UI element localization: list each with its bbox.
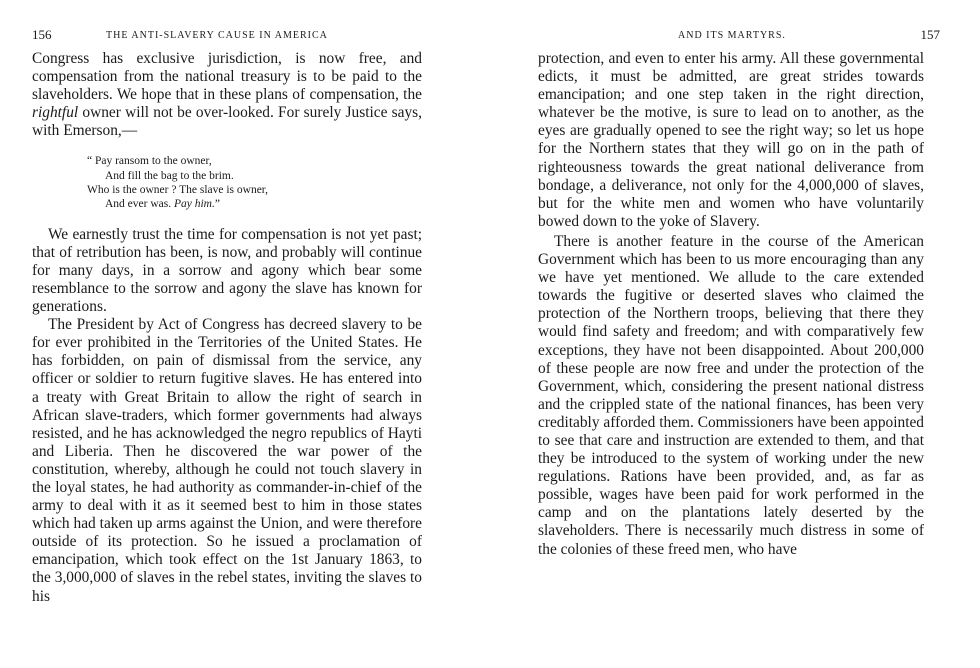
paragraph-text: Congress has exclusive jurisdiction, is now free, and compensation from the national treasury is to be paid to the slaveholders. We hope that in these plans of compensation, the xyxy=(32,50,422,104)
verse-line: And fill the bag to the brim. xyxy=(105,169,234,182)
verse-line: Who is the owner ? The slave is owner, xyxy=(87,184,269,197)
italic-text: rightful xyxy=(32,104,79,122)
right-page-text xyxy=(538,50,924,559)
verse-text: And ever was. xyxy=(105,198,174,211)
paragraph xyxy=(32,50,422,140)
paragraph-text: owner will not be over-looked. For surely Justice says, with Emerson,— xyxy=(32,104,422,140)
paragraph: protection, and even to enter his army. All these governmental edicts, it must be admitted, are great strides towards emancipation; and one step taken in the right direction, whatever be the motive, is sure to lead on to another, as the eyes are gradually opened to see the right way; so let us hope for the Northern states that they will go on in the path of righteousness towards the great national deliverance from bondage, a deliverance, not only for the 4,000,000 of slaves, but for the white men and women who have voluntarily bowed down to the yoke of Slavery. xyxy=(538,50,924,230)
page-number: 157 xyxy=(920,27,940,42)
verse-text: ” xyxy=(214,198,220,211)
verse-line xyxy=(87,197,422,211)
paragraph: The President by Act of Congress has decreed slavery to be for ever prohibited in the Territories of the United States. He has forbidden, on pain of dismissal from the service, any officer or soldier to return fugitive slaves. He has entered into a treaty with Great Britain to allow the right of search in African slave-traders, which former governments had always resisted, and he has acknowledged the negro republics of Hayti and Liberia. Then he discovered the war power of the constitution, whereby, although he could not touch slavery in the loyal states, he had authority as commander-in-chief of the army to deal with it as it seemed best to him in those states which had taken up arms against the Union, and were therefore outside of its protection. So he issued a proclamation of emancipation, which took effect on the 1st January 1863, to the 3,000,000 of slaves in the rebel states, inviting the slaves to his xyxy=(32,316,422,605)
italic-text: Pay him. xyxy=(173,198,215,211)
paragraph: There is another feature in the course of the American Government which has been to us more encouraging than any we have yet mentioned. We allude to the care extended towards the fugitive or deserted slaves who claimed the protection of the Northern troops, believing that there they would find safety and freedom; and with comparatively few exceptions, they have not been disappointed. About 200,000 of these people are now free and under the protection of the Government, which, considering the present national distress and the crippled state of the national finances, has been very creditably afforded them. Commissioners have been appointed to see that care and instruction are extended to them, and that they be introduced to the system of working under the new regulations. Rations have been provided, and, as far as possible, wages have been paid for work performed in the camp and on the plantations lately deserted by the slaveholders. There is necessarily much distress in some of the colonies of these freed men, who have xyxy=(538,232,924,558)
left-page-text xyxy=(32,50,422,606)
running-head: AND ITS MARTYRS. xyxy=(678,30,786,41)
verse-quotation xyxy=(87,154,422,211)
paragraph: We earnestly trust the time for compensation is not yet past; that of retribution has been, is now, and probably will continue for many days, in a sorrow and agony which bear some resemblance to the sorrow and agony the slave has known for generations. xyxy=(32,225,422,316)
right-page xyxy=(490,0,980,668)
page-number: 156 xyxy=(32,27,52,42)
running-head: THE ANTI-SLAVERY CAUSE IN AMERICA xyxy=(106,30,328,41)
verse-line: “ Pay ransom to the owner, xyxy=(87,155,212,168)
